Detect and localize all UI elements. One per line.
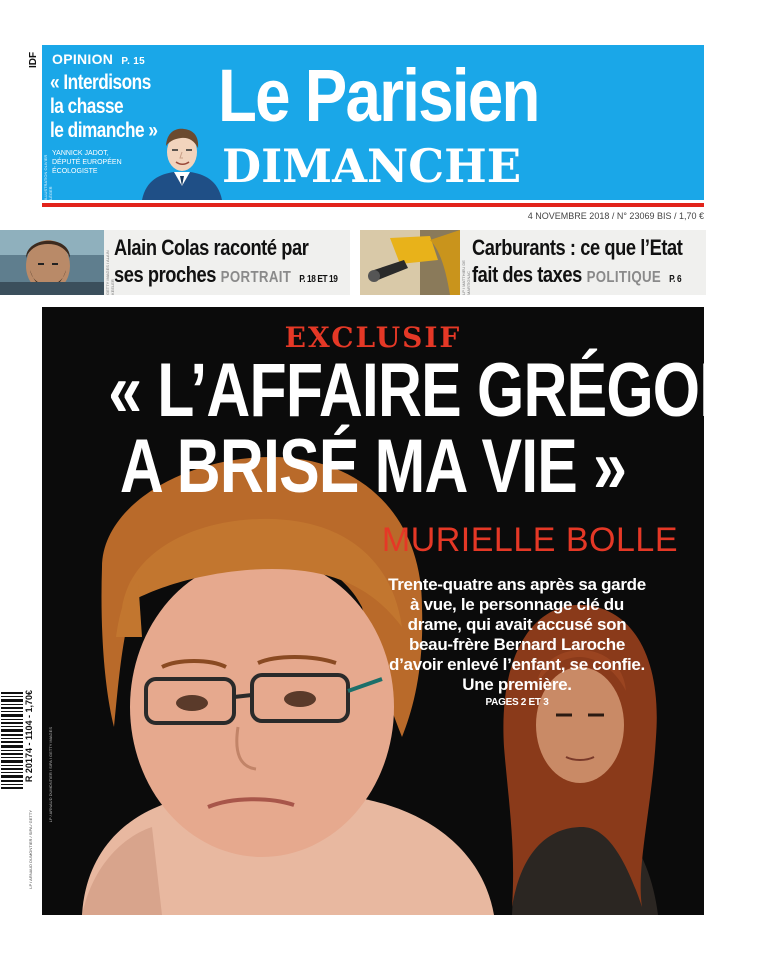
opinion-author-line: DÉPUTÉ EUROPÉEN (52, 159, 122, 166)
teaser-politique[interactable] (360, 230, 706, 295)
opinion-author-line: ÉCOLOGISTE (52, 168, 98, 175)
masthead-rule (42, 203, 704, 207)
teaser-section: PORTRAIT (220, 269, 292, 286)
teaser-page-ref: P. 6 (669, 274, 682, 285)
opinion-portrait-illustration (138, 120, 226, 200)
teaser-title[interactable] (472, 234, 682, 288)
edition-tag: IDF (28, 51, 39, 68)
barcode-credit: LP / ARNAUD DUMONTIER / SIPA / GETTY (28, 810, 33, 889)
teaser-title-line-2 (114, 261, 337, 288)
issue-info: 4 NOVEMBRE 2018 / N° 23069 BIS / 1,70 € (527, 211, 704, 221)
teaser-title-line2-text: ses proches (114, 262, 217, 287)
teaser-photo-fuel-nozzle (360, 230, 460, 295)
teaser-title[interactable] (114, 234, 337, 288)
cover-subject-name: MURIELLE BOLLE (381, 521, 678, 559)
teaser-page-ref: P. 18 ET 19 (299, 274, 338, 285)
cover-deck-text: Trente-quatre ans après sa garde à vue, le personnage clé du drame, qui avait accusé son beau-frère Bernard Laroche d’avoir enlevé l’enfant, se confie. Une première. (388, 575, 646, 694)
teaser-title-line2-text: fait des taxes (472, 262, 582, 287)
opinion-page-ref: P. 15 (121, 56, 145, 67)
illustration-credit: ILLUSTRATION OLIVIER LÉGER (43, 154, 53, 200)
cover-photo-credit: LP / ARNAUD DUMONTIER / SIPA / GETTY IMAGES (48, 727, 53, 823)
opinion-author-line: YANNICK JADOT, (52, 150, 109, 157)
barcode-code: R 20174 - 1104 - 1,70€ (24, 690, 34, 783)
cover-deck (387, 575, 647, 708)
teaser-title-line-2 (472, 261, 682, 288)
teaser-section: POLITIQUE (586, 269, 662, 286)
teaser-photo-credit: GETTY IMAGES / ALAIN KEELER (105, 250, 115, 295)
teaser-photo-alain-colas (0, 230, 104, 295)
teaser-photo-credit: LP / MATTHIEU DE MARTIGNAC (461, 260, 471, 295)
teaser-title-line: Carburants : ce que l’Etat (472, 235, 683, 260)
opinion-label[interactable] (52, 51, 145, 67)
cover-headline[interactable] (108, 348, 780, 509)
opinion-quote-line: le dimanche » (50, 119, 158, 142)
masthead-logo[interactable]: Le Parisien (218, 54, 539, 137)
opinion-quote-line: la chasse (50, 95, 124, 118)
teaser-title-line: Alain Colas raconté par (114, 235, 309, 260)
cover-headline-line: « L’AFFAIRE GRÉGORY (108, 348, 780, 433)
cover-pages-ref[interactable]: PAGES 2 ET 3 (485, 697, 549, 708)
teaser-portrait[interactable] (0, 230, 350, 295)
cover-kicker: EXCLUSIF (284, 321, 462, 354)
barcode (1, 690, 26, 790)
masthead (42, 45, 704, 200)
cover-headline-line: A BRISÉ MA VIE » (119, 424, 627, 509)
opinion-author (52, 149, 142, 176)
cover-story[interactable] (42, 307, 780, 915)
masthead-logo-subtitle: DIMANCHE (222, 139, 522, 193)
opinion-quote-line: « Interdisons (50, 71, 151, 94)
opinion-section-label: OPINION (52, 51, 114, 67)
